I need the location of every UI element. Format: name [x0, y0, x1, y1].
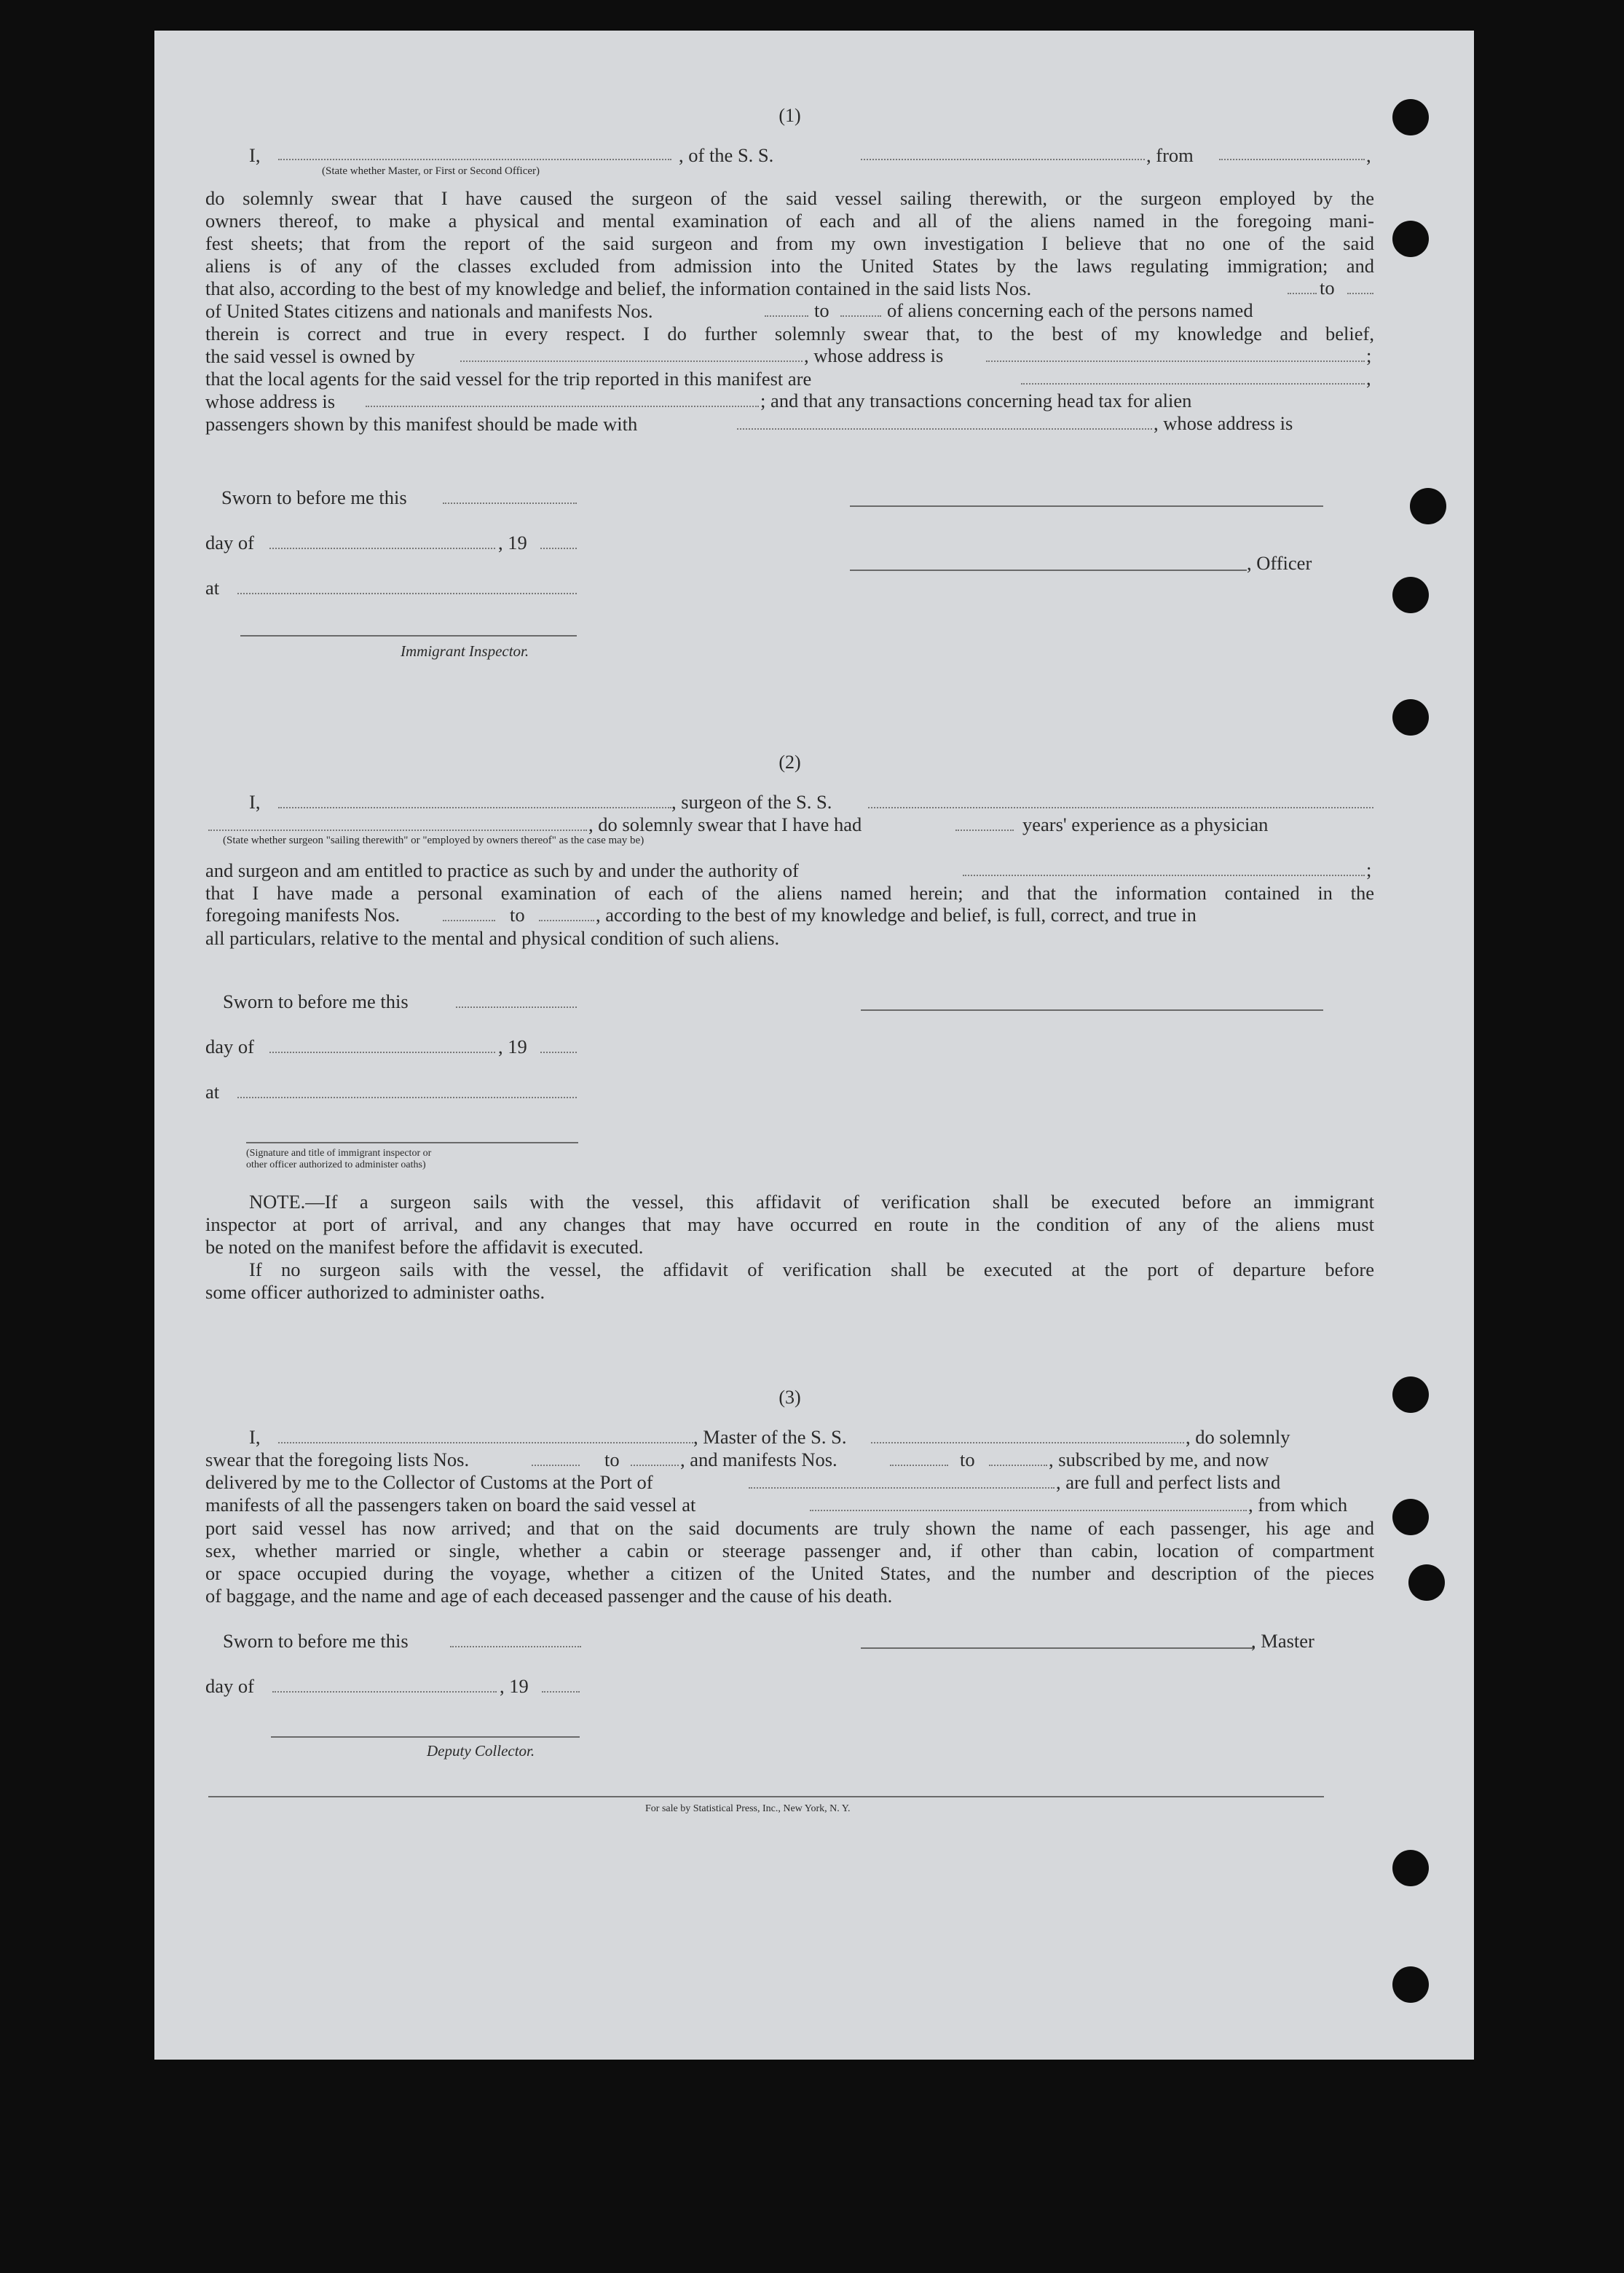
- s3-full-perfect: , are full and perfect lists and: [1056, 1471, 1281, 1493]
- s3-port-field[interactable]: [749, 1487, 1055, 1489]
- s2-years-exp: years' experience as a physician: [1022, 814, 1269, 835]
- s3-manifests-all-label: manifests of all the passengers taken on board the said vessel at: [205, 1494, 696, 1516]
- section-number-2: (2): [779, 752, 801, 773]
- s1-vessel-field[interactable]: [861, 159, 1145, 160]
- s2-manifest-to-field[interactable]: [539, 920, 594, 921]
- footer-rule: [208, 1796, 1324, 1797]
- s2-sig-note-2: other officer authorized to administer oaths): [246, 1159, 426, 1170]
- s3-swear-label: swear that the foregoing lists Nos.: [205, 1449, 470, 1470]
- s2-note-line: inspector at port of arrival, and any changes that may have occurred en route in the condition of any of the aliens must: [205, 1213, 1374, 1235]
- s1-manifest-to-field[interactable]: [840, 315, 881, 317]
- s1-text-line: of United States citizens and nationals and manifests Nos.: [205, 300, 653, 322]
- s3-master-of: , Master of the S. S.: [693, 1426, 847, 1448]
- s1-list-to-field[interactable]: [1347, 293, 1373, 294]
- s2-to-label: to: [510, 904, 525, 926]
- s1-owner-address-field[interactable]: [986, 361, 1365, 362]
- s3-from-which: , from which: [1248, 1494, 1348, 1516]
- s1-sworn-field[interactable]: [443, 503, 577, 504]
- s1-text-line: therein is correct and true in every respect. I do further solemnly swear that, to the best of my knowledge and belief,: [205, 323, 1374, 344]
- s2-surgeon-note: (State whether surgeon "sailing therewith" or "employed by owners thereof" as the case may be): [223, 835, 645, 846]
- s1-whose-address-label: whose address is: [205, 390, 336, 412]
- s1-of-aliens: of aliens concerning each of the persons named: [887, 299, 1253, 321]
- s3-text-line: of baggage, and the name and age of each deceased passenger and the cause of his death.: [205, 1585, 893, 1607]
- s2-inspector-line[interactable]: [246, 1142, 578, 1143]
- s1-owner-field[interactable]: [460, 361, 803, 362]
- s1-whose-address: , whose address is: [804, 344, 944, 366]
- s3-sworn-label: Sworn to before me this: [223, 1630, 409, 1652]
- punch-hole: [1392, 699, 1429, 736]
- punch-hole: [1392, 99, 1429, 135]
- s2-do-swear: , do solemnly swear that I have had: [588, 814, 862, 835]
- s3-year-label: , 19: [500, 1675, 529, 1697]
- s3-to-label: to: [604, 1449, 620, 1470]
- s2-manifest-from-field[interactable]: [443, 920, 495, 921]
- s3-manifest-from-field[interactable]: [890, 1465, 948, 1466]
- s1-agent-address-field[interactable]: [366, 406, 759, 407]
- section-number-3: (3): [779, 1387, 801, 1408]
- s2-sig-note-1: (Signature and title of immigrant inspector or: [246, 1148, 432, 1159]
- s1-to-label-2: to: [814, 299, 829, 321]
- s2-i-label: I,: [249, 791, 261, 813]
- s1-headtax-field[interactable]: [737, 428, 1152, 430]
- s1-passengers-label: passengers shown by this manifest should be made with: [205, 413, 638, 435]
- punch-hole: [1408, 1564, 1445, 1601]
- s1-text-line: fest sheets; that from the report of the said surgeon and from my own investigation I believe that no one of the said: [205, 232, 1374, 254]
- punch-hole: [1392, 1850, 1429, 1886]
- s1-text-line: that also, according to the best of my knowledge and belief, the information contained in the said lists Nos.: [205, 277, 1032, 299]
- s2-at-label: at: [205, 1081, 220, 1103]
- s2-sworn-label: Sworn to before me this: [223, 990, 409, 1012]
- s3-manifest-to-field[interactable]: [989, 1465, 1047, 1466]
- s1-to-label: to: [1320, 277, 1335, 299]
- s1-officer-name-field[interactable]: [278, 159, 671, 160]
- s1-head-tax: ; and that any transactions concerning head tax for alien: [760, 390, 1192, 411]
- s1-from-label: , from: [1146, 144, 1194, 166]
- s3-day-field[interactable]: [272, 1691, 497, 1693]
- s3-day-label: day of: [205, 1675, 254, 1697]
- s2-authority-label: and surgeon and am entitled to practice as such by and under the authority of: [205, 859, 799, 881]
- s2-at-field[interactable]: [237, 1097, 577, 1098]
- s1-list-from-field[interactable]: [1288, 293, 1317, 294]
- s3-text-line: or space occupied during the voyage, whether a citizen of the United States, and the number and description of the pieces: [205, 1562, 1374, 1584]
- s3-list-to-field[interactable]: [631, 1465, 679, 1466]
- s3-master-label: , Master: [1251, 1630, 1314, 1652]
- punch-hole: [1392, 221, 1429, 257]
- s2-note-line: some officer authorized to administer oaths.: [205, 1281, 545, 1303]
- s2-day-label: day of: [205, 1036, 254, 1057]
- s1-of-ss-label: , of the S. S.: [679, 144, 774, 166]
- s2-text-line: all particulars, relative to the mental and physical condition of such aliens.: [205, 927, 780, 949]
- s3-and-manifests: , and manifests Nos.: [680, 1449, 837, 1470]
- s2-note-line: NOTE.—If a surgeon sails with the vessel, this affidavit of verification shall be executed before an immigrant: [249, 1191, 1374, 1213]
- s1-owned-by-label: the said vessel is owned by: [205, 345, 415, 367]
- s1-text-line: aliens is of any of the classes excluded from admission into the United States by the laws regulating immigration; and: [205, 255, 1374, 277]
- s1-agents-field[interactable]: [1021, 383, 1365, 385]
- s1-text-line: do solemnly swear that I have caused the surgeon of the said vessel sailing therewith, or the surgeon employed by the: [205, 187, 1374, 209]
- s2-year-label: , 19: [498, 1036, 527, 1057]
- s3-deputy-line[interactable]: [271, 1736, 580, 1738]
- s2-sworn-field[interactable]: [456, 1006, 577, 1008]
- s1-agents-label: that the local agents for the said vessel for the trip reported in this manifest are: [205, 368, 812, 390]
- s1-year-label: , 19: [498, 532, 527, 554]
- s1-at-field[interactable]: [237, 593, 577, 594]
- s3-text-line: port said vessel has now arrived; and that on the said documents are truly shown the name of each passenger, his age and: [205, 1517, 1374, 1539]
- s2-surgeon-of: , surgeon of the S. S.: [671, 791, 832, 813]
- punch-hole: [1392, 577, 1429, 613]
- s2-signature-line[interactable]: [861, 1009, 1323, 1011]
- s2-authority-field[interactable]: [963, 875, 1365, 876]
- s1-text-line: owners thereof, to make a physical and mental examination of each and all of the aliens named in the foregoing mani-: [205, 210, 1374, 232]
- punch-hole: [1392, 1499, 1429, 1535]
- s2-text-line: that I have made a personal examination of each of the aliens named herein; and that the information contained in the: [205, 882, 1374, 904]
- s1-officer-note: (State whether Master, or First or Second Officer): [322, 165, 540, 177]
- s3-delivered-label: delivered by me to the Collector of Customs at the Port of: [205, 1471, 653, 1493]
- s1-i-label: I,: [249, 144, 261, 166]
- s2-surgeon-type-field[interactable]: [208, 830, 587, 831]
- s3-to-label-2: to: [960, 1449, 975, 1470]
- punch-hole: [1392, 1376, 1429, 1413]
- s2-years-field[interactable]: [955, 830, 1014, 831]
- punch-hole: [1410, 488, 1446, 524]
- s1-signature-line[interactable]: [850, 505, 1323, 507]
- s1-whose-address-2: , whose address is: [1154, 412, 1293, 434]
- section-number-1: (1): [779, 105, 801, 126]
- s1-year-field[interactable]: [540, 548, 577, 549]
- s2-surgeon-name-field[interactable]: [278, 807, 671, 808]
- s2-day-field[interactable]: [269, 1052, 495, 1053]
- s1-at-label: at: [205, 577, 220, 599]
- s2-vessel-field[interactable]: [868, 807, 1373, 808]
- s2-note-line: be noted on the manifest before the affidavit is executed.: [205, 1236, 644, 1258]
- s1-day-field[interactable]: [269, 548, 495, 549]
- s1-officer-label: , Officer: [1247, 552, 1312, 574]
- s1-inspector-line[interactable]: [240, 635, 577, 637]
- s3-boarded-at-field[interactable]: [810, 1510, 1247, 1511]
- s2-manifests-label: foregoing manifests Nos.: [205, 904, 401, 926]
- s2-year-field[interactable]: [540, 1052, 577, 1053]
- s1-day-label: day of: [205, 532, 254, 554]
- s1-from-field[interactable]: [1219, 159, 1365, 160]
- s2-note-line: If no surgeon sails with the vessel, the affidavit of verification shall be executed at the port of departure before: [249, 1258, 1374, 1280]
- s3-master-name-field[interactable]: [278, 1442, 693, 1443]
- s3-deputy-label: Deputy Collector.: [427, 1742, 535, 1760]
- footer-imprint: For sale by Statistical Press, Inc., New York, N. Y.: [645, 1803, 851, 1814]
- document-page: (1) I, , of the S. S. , from , (State whether Master, or First or Second Officer) do solemnly swear that I have caused the surgeon of the said vessel sailing therewith, or the surgeon employed by the owners thereof, to make a physical and mental examination of each and all of the aliens named in the foregoing mani- fest sheets; that from the report of the said surgeon and from my own investigation I believe that no one of the said aliens is of any of the classes excluded from admission into the United States by the laws regulating immigration; and that also, according to the best of my knowledge and belief, the information contained in the said lists Nos. to of United States citizens and nationals and manifests Nos. to of aliens concerning each of the persons named therein is correct and true in every respect. I do further solemnly swear that, to the best of my knowledge and belief, the said vessel is owned by , whose address is ; that the local agents for the said vessel for the trip reported in this manifest are , whose address is ; and that any transactions concerning head tax for alien passengers shown by this manifest should be made with , whose address is Sworn to before me this day of , 19 , Officer at Immigrant Inspector. (2) I, , surgeon of the S. S. , do solemnly swear that I have had years' experience as a physician (State whether surgeon "sailing therewith" or "employed by owners thereof" as the case may be) and surgeon and am entitled to practice as such by and under the authority of ; that I have made a personal examination of each of the aliens named herein; and that the information contained in the foregoing manifests Nos. to , according to the best of my knowledge and belief, is full, correct, and true in all particulars, relative to the mental and physical condition of such aliens. Sworn to before me this day of , 19 at (Signature and title of immigrant inspector or other officer authorized to administer oaths) NOTE.—If a surgeon sails with the vessel, this affidavit of verification shall be executed before an immigrant inspector at port of arrival, and any changes that may have occurred en route in the condition of any of the aliens must be noted on the manifest before the affidavit is executed. If no surgeon sails with the vessel, the affidavit of verification shall be executed at the port of departure before some officer authorized to administer oaths. (3) I, , Master of the S. S. , do solemnly swear that the foregoing lists Nos. to , and manifests Nos. to , subscribed by me, and now delivered by me to the Collector of Customs at the Port of , are full and perfect lists and manifests of all the passengers taken on board the said vessel at , from which port said vessel has now arrived; and that on the said documents are truly shown the name of each passenger, his age and sex, whether married or single, whether a cabin or steerage passenger and, if other than cabin, location of compartment or space occupied during the voyage, whether a citizen of the United States, and the number and description of the pieces of baggage, and the name and age of each deceased passenger and the cause of his death. Sworn to before me this , Master day of , 19 Deputy Collector. For sale by Statistical Press, Inc., New York, N. Y.: [154, 31, 1474, 2060]
- s1-inspector-label: Immigrant Inspector.: [401, 642, 529, 660]
- s3-text-line: sex, whether married or single, whether a cabin or steerage passenger and, if other than cabin, location of compartment: [205, 1540, 1374, 1561]
- s3-sworn-field[interactable]: [450, 1646, 581, 1647]
- s3-list-from-field[interactable]: [532, 1465, 580, 1466]
- s1-comma: ,: [1366, 144, 1371, 166]
- s3-master-signature-line[interactable]: [861, 1647, 1254, 1649]
- punch-hole: [1392, 1966, 1429, 2003]
- s3-i-label: I,: [249, 1426, 261, 1448]
- s3-subscribed: , subscribed by me, and now: [1049, 1449, 1269, 1470]
- s1-manifest-from-field[interactable]: [765, 315, 808, 317]
- s3-year-field[interactable]: [542, 1691, 580, 1693]
- s3-vessel-field[interactable]: [871, 1442, 1184, 1443]
- s1-sworn-label: Sworn to before me this: [221, 486, 407, 508]
- s3-do-solemnly: , do solemnly: [1186, 1426, 1290, 1448]
- s2-according: , according to the best of my knowledge and belief, is full, correct, and true in: [596, 904, 1197, 926]
- s1-officer-line[interactable]: [850, 570, 1247, 571]
